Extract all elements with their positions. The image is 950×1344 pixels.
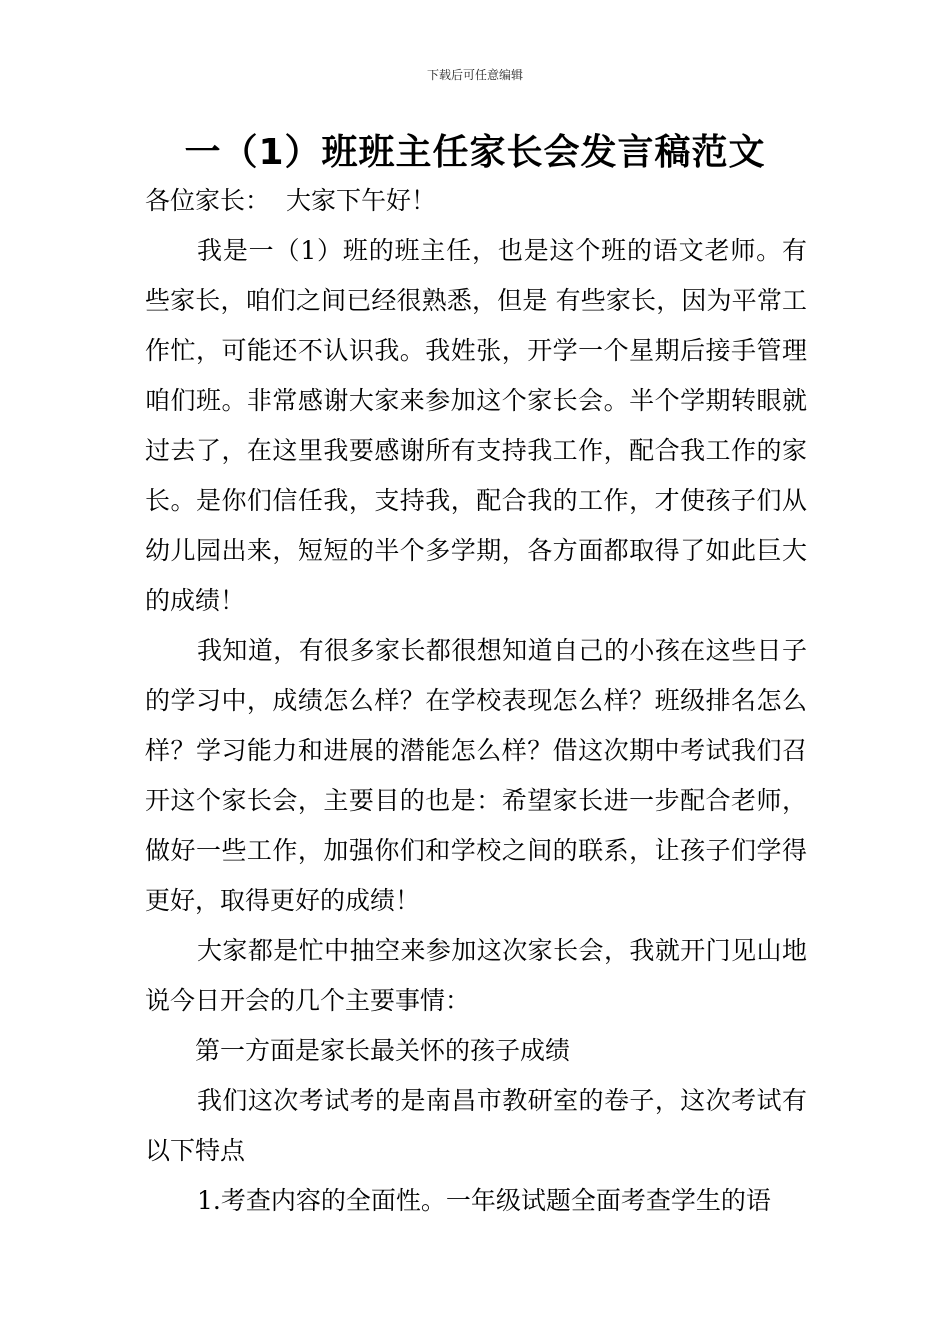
header-note: 下载后可任意编辑 [426,68,523,82]
paragraph-purpose: 我知道，有很多家长都很想知道自己的小孩在这些日子的学习中，成绩怎么样？在学校表现怎么样？班级排名怎么样？学习能力和进展的潜能怎么样？借这次期中考试我们召开这个家长会，主要目的也是：希望家长进一步配合老师，做好一些工作，加强你们和学校之间的联系，让孩子们学得更好，取得更好的成绩！ [145,636,807,915]
document-title: 一（1）班班主任家长会发言稿范文 [184,132,766,173]
greeting-line [145,176,807,226]
document-body [145,176,807,1226]
greeting-salutation: 各位家长： [145,186,271,215]
paragraph-agenda: 大家都是忙中抽空来参加这次家长会，我就开门见山地说今日开会的几个主要事情： [145,936,807,1015]
paragraph-section-heading: 第一方面是家长最关怀的孩子成绩 [195,1036,571,1065]
greeting-hello: 大家下午好！ [286,186,437,215]
paragraph-exam-point-1: 1.考查内容的全面性。一年级试题全面考查学生的语 [197,1186,771,1215]
paragraph-intro: 我是一（1）班的班主任，也是这个班的语文老师。有些家长，咱们之间已经很熟悉，但是 有些家长，因为平常工作忙，可能还不认识我。我姓张，开学一个星期后接手管理咱们班。非常感谢大家来参加这个家长会。半个学期转眼就过去了，在这里我要感谢所有支持我工作，配合我工作的家长。是你们信任我，支持我，配合我的工作，才使孩子们从幼儿园出来，短短的半个多学期，各方面都取得了如此巨大的成绩！ [145,236,807,615]
paragraph-exam-intro: 我们这次考试考的是南昌市教研室的卷子，这次考试有以下特点 [145,1086,807,1165]
